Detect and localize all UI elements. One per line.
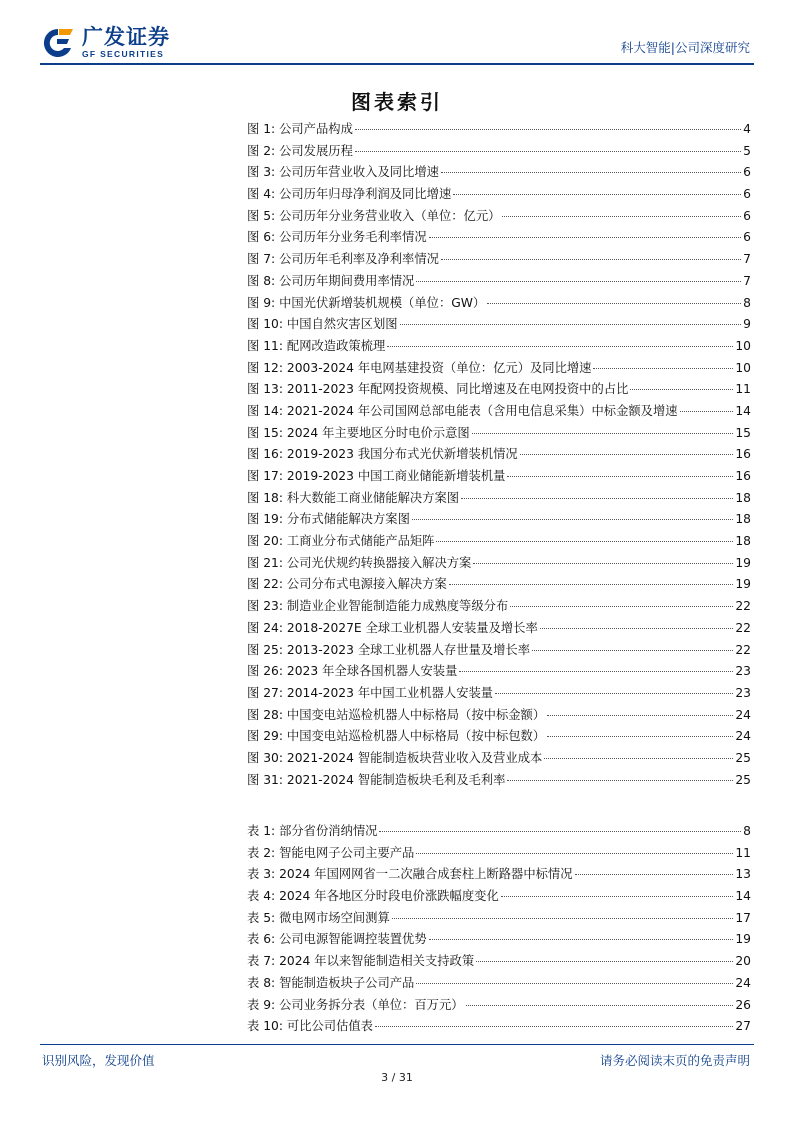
toc-entry-page: 24 <box>735 975 751 990</box>
toc-entry-label: 图 28: 中国变电站巡检机器人中标格局（按中标金额） <box>247 707 546 722</box>
toc-leader-dots <box>473 563 733 564</box>
toc-entry-page: 25 <box>735 772 751 787</box>
toc-leader-dots <box>453 194 741 195</box>
toc-entry[interactable] <box>247 444 751 466</box>
toc-entry-label: 图 3: 公司历年营业收入及同比增速 <box>247 165 439 180</box>
toc-entry[interactable] <box>247 908 751 930</box>
toc-leader-dots <box>416 281 741 282</box>
toc-entry-page: 23 <box>735 685 751 700</box>
toc-entry-page: 8 <box>743 295 751 310</box>
toc-entry-label: 图 25: 2013-2023 全球工业机器人存世量及增长率 <box>247 642 530 657</box>
toc-entry-page: 4 <box>743 122 751 136</box>
toc-entry-label: 图 31: 2021-2024 智能制造板块毛利及毛利率 <box>247 772 506 787</box>
toc-entry[interactable] <box>247 843 751 865</box>
toc-entry[interactable] <box>247 929 751 951</box>
toc-leader-dots <box>547 715 733 716</box>
toc-leader-dots <box>429 939 734 940</box>
toc-entry-page: 10 <box>735 360 751 375</box>
report-type: 科大智能|公司深度研究 <box>620 40 750 55</box>
toc-leader-dots <box>461 498 733 499</box>
toc-entry-label: 图 20: 工商业分布式储能产品矩阵 <box>247 534 435 549</box>
toc-leader-dots <box>449 584 734 585</box>
toc-entry-page: 22 <box>735 642 751 657</box>
toc-entry-label: 图 1: 公司产品构成 <box>247 122 353 136</box>
page-header <box>0 0 794 70</box>
toc-entry-label: 图 15: 2024 年主要地区分时电价示意图 <box>247 425 470 440</box>
toc-entry[interactable] <box>247 770 751 792</box>
toc-entry[interactable] <box>247 531 751 553</box>
toc-entry-label: 图 16: 2019-2023 我国分布式光伏新增装机情况 <box>247 447 518 462</box>
toc-entry-page: 19 <box>735 555 751 570</box>
toc-entry[interactable] <box>247 314 751 336</box>
toc-entry[interactable] <box>247 705 751 727</box>
toc-entry[interactable] <box>247 379 751 401</box>
toc-entry-page: 8 <box>743 824 751 838</box>
toc-entry-page: 10 <box>735 338 751 353</box>
toc-entry-page: 15 <box>735 425 751 440</box>
toc-entry-page: 18 <box>735 490 751 505</box>
toc-entry-page: 14 <box>735 403 751 418</box>
toc-entry[interactable] <box>247 162 751 184</box>
toc-entry[interactable] <box>247 141 751 163</box>
toc-leader-dots <box>387 346 733 347</box>
toc-entry-page: 19 <box>735 577 751 592</box>
toc-entry-page: 9 <box>743 317 751 332</box>
toc-leader-dots <box>392 918 734 919</box>
page-title: 图表索引 <box>351 90 443 114</box>
toc-entry-page: 6 <box>743 208 751 223</box>
toc-leader-dots <box>575 874 734 875</box>
toc-entry-label: 图 10: 中国自然灾害区划图 <box>247 317 398 332</box>
toc-entry[interactable] <box>247 995 751 1017</box>
toc-entry-label: 图 2: 公司发展历程 <box>247 143 353 158</box>
toc-entry[interactable] <box>247 864 751 886</box>
toc-entry[interactable] <box>247 748 751 770</box>
toc-entry-page: 11 <box>735 845 751 860</box>
toc-entry-page: 6 <box>743 165 751 180</box>
toc-entry-page: 5 <box>743 143 751 158</box>
toc-entry-label: 图 12: 2003-2024 年电网基建投资（单位：亿元）及同比增速 <box>247 360 592 375</box>
toc-entry-page: 16 <box>735 469 751 483</box>
toc-leader-dots <box>495 693 733 694</box>
toc-entry[interactable] <box>247 661 751 683</box>
toc-entry-page: 13 <box>735 867 751 882</box>
toc-entry[interactable] <box>247 358 751 380</box>
toc-leader-dots <box>416 853 733 854</box>
toc-entry[interactable] <box>247 553 751 575</box>
toc-entry-label: 表 8: 智能制造板块子公司产品 <box>247 975 415 990</box>
toc-leader-dots <box>472 433 734 434</box>
toc-leader-dots <box>532 650 733 651</box>
toc-entry-label: 表 2: 智能电网子公司主要产品 <box>247 845 415 860</box>
toc-entry-page: 17 <box>735 910 751 925</box>
figure-index-list <box>247 119 751 791</box>
toc-leader-dots <box>507 476 733 477</box>
logo-english-name: GF SECURITIES <box>82 49 165 60</box>
toc-leader-dots <box>507 780 733 781</box>
toc-leader-dots <box>416 983 733 984</box>
toc-leader-dots <box>441 172 741 173</box>
toc-leader-dots <box>520 454 734 455</box>
toc-entry[interactable] <box>247 249 751 271</box>
toc-entry-label: 图 6: 公司历年分业务毛利率情况 <box>247 230 427 245</box>
toc-entry[interactable] <box>247 973 751 995</box>
toc-entry-label: 图 19: 分布式储能解决方案图 <box>247 512 410 527</box>
toc-entry-label: 图 29: 中国变电站巡检机器人中标格局（按中标包数） <box>247 729 546 744</box>
toc-entry-page: 23 <box>735 664 751 679</box>
toc-entry-page: 19 <box>735 932 751 947</box>
toc-entry[interactable] <box>247 401 751 423</box>
toc-entry[interactable] <box>247 821 751 843</box>
toc-entry-label: 图 30: 2021-2024 智能制造板块营业收入及营业成本 <box>247 750 543 765</box>
toc-leader-dots <box>429 237 742 238</box>
toc-entry[interactable] <box>247 184 751 206</box>
toc-entry-label: 表 7: 2024 年以来智能制造相关支持政策 <box>247 954 475 969</box>
toc-leader-dots <box>501 896 734 897</box>
toc-entry-page: 18 <box>735 534 751 549</box>
toc-entry-label: 表 10: 可比公司估值表 <box>247 1019 373 1034</box>
toc-entry-label: 表 6: 公司电源智能调控装置优势 <box>247 932 427 947</box>
toc-leader-dots <box>680 411 734 412</box>
toc-entry-page: 22 <box>735 620 751 635</box>
toc-entry-page: 7 <box>743 252 751 267</box>
toc-entry-label: 图 27: 2014-2023 年中国工业机器人安装量 <box>247 685 494 700</box>
toc-leader-dots <box>502 216 741 217</box>
footer-divider <box>40 1044 754 1045</box>
toc-leader-dots <box>459 671 733 672</box>
toc-leader-dots <box>355 129 741 130</box>
logo-chinese-name: 广发证券 <box>82 25 170 50</box>
toc-entry-label: 图 9: 中国光伏新增装机规模（单位：GW） <box>247 295 486 310</box>
header-divider <box>40 63 754 65</box>
toc-entry[interactable] <box>247 640 751 662</box>
toc-entry[interactable] <box>247 886 751 908</box>
footer-disclaimer: 请务必阅读末页的免责声明 <box>599 1053 750 1068</box>
toc-entry-label: 表 3: 2024 年国网网省一二次融合成套柱上断路器中标情况 <box>247 867 573 882</box>
toc-entry-label: 图 11: 配网改造政策梳理 <box>247 338 386 353</box>
toc-entry-page: 18 <box>735 512 751 527</box>
toc-entry-label: 图 17: 2019-2023 中国工商业储能新增装机量 <box>247 469 506 483</box>
toc-entry-page: 20 <box>735 954 751 969</box>
toc-entry[interactable] <box>247 726 751 748</box>
toc-entry-page: 22 <box>735 599 751 614</box>
toc-leader-dots <box>379 831 741 832</box>
toc-entry-page: 16 <box>735 447 751 462</box>
toc-entry-label: 图 7: 公司历年毛利率及净利率情况 <box>247 252 439 267</box>
toc-leader-dots <box>436 541 733 542</box>
toc-leader-dots <box>487 303 741 304</box>
toc-entry-label: 图 22: 公司分布式电源接入解决方案 <box>247 577 447 592</box>
toc-leader-dots <box>412 519 733 520</box>
toc-entry[interactable] <box>247 596 751 618</box>
toc-leader-dots <box>544 758 733 759</box>
gf-logo-icon <box>40 26 76 60</box>
table-index-list <box>247 821 751 1038</box>
toc-entry-label: 图 5: 公司历年分业务营业收入（单位：亿元） <box>247 208 501 223</box>
toc-entry[interactable] <box>247 336 751 358</box>
toc-entry-page: 25 <box>735 750 751 765</box>
toc-entry[interactable] <box>247 466 751 488</box>
toc-leader-dots <box>593 368 733 369</box>
toc-leader-dots <box>630 389 733 390</box>
company-logo <box>40 26 170 60</box>
toc-leader-dots <box>476 961 733 962</box>
toc-entry-page: 14 <box>735 889 751 904</box>
toc-entry[interactable] <box>247 683 751 705</box>
toc-leader-dots <box>540 628 734 629</box>
toc-entry-label: 图 24: 2018-2027E 全球工业机器人安装量及增长率 <box>247 620 538 635</box>
toc-entry[interactable] <box>247 227 751 249</box>
toc-entry-label: 表 4: 2024 年各地区分时段电价涨跌幅度变化 <box>247 889 499 904</box>
toc-entry-label: 图 4: 公司历年归母净利润及同比增速 <box>247 187 452 202</box>
toc-entry[interactable] <box>247 574 751 596</box>
toc-leader-dots <box>510 606 733 607</box>
toc-entry-page: 24 <box>735 707 751 722</box>
toc-entry-page: 27 <box>735 1019 751 1034</box>
toc-leader-dots <box>466 1005 734 1006</box>
toc-entry-label: 图 21: 公司光伏规约转换器接入解决方案 <box>247 555 472 570</box>
toc-entry-label: 表 1: 部分省份消纳情况 <box>247 824 378 838</box>
toc-entry-page: 24 <box>735 729 751 744</box>
toc-entry[interactable] <box>247 119 751 141</box>
toc-entry-label: 图 8: 公司历年期间费用率情况 <box>247 273 415 288</box>
toc-entry-label: 表 5: 微电网市场空间测算 <box>247 910 390 925</box>
toc-entry-page: 11 <box>735 382 751 397</box>
toc-entry[interactable] <box>247 1016 751 1038</box>
toc-entry-label: 图 13: 2011-2023 年配网投资规模、同比增速及在电网投资中的占比 <box>247 382 629 397</box>
toc-entry[interactable] <box>247 509 751 531</box>
toc-leader-dots <box>547 736 733 737</box>
toc-entry[interactable] <box>247 206 751 228</box>
toc-entry-label: 图 26: 2023 年全球各国机器人安装量 <box>247 664 458 679</box>
toc-entry[interactable] <box>247 293 751 315</box>
page-number: 3 / 31 <box>381 1071 413 1084</box>
toc-entry-label: 图 18: 科大数能工商业储能解决方案图 <box>247 490 460 505</box>
toc-leader-dots <box>355 151 741 152</box>
toc-entry-page: 7 <box>743 273 751 288</box>
toc-entry-page: 6 <box>743 187 751 202</box>
toc-leader-dots <box>441 259 741 260</box>
footer-slogan: 识别风险，发现价值 <box>42 1053 155 1068</box>
toc-entry[interactable] <box>247 271 751 293</box>
toc-entry-label: 图 14: 2021-2024 年公司国网总部电能表（含用电信息采集）中标金额及增速 <box>247 403 678 418</box>
toc-entry-page: 6 <box>743 230 751 245</box>
toc-entry[interactable] <box>247 618 751 640</box>
toc-entry-label: 图 23: 制造业企业智能制造能力成熟度等级分布 <box>247 599 509 614</box>
toc-leader-dots <box>375 1026 733 1027</box>
toc-entry-page: 26 <box>735 997 751 1012</box>
toc-entry-label: 表 9: 公司业务拆分表（单位：百万元） <box>247 997 464 1012</box>
toc-leader-dots <box>400 324 742 325</box>
toc-entry[interactable] <box>247 488 751 510</box>
toc-entry[interactable] <box>247 951 751 973</box>
toc-entry[interactable] <box>247 423 751 445</box>
